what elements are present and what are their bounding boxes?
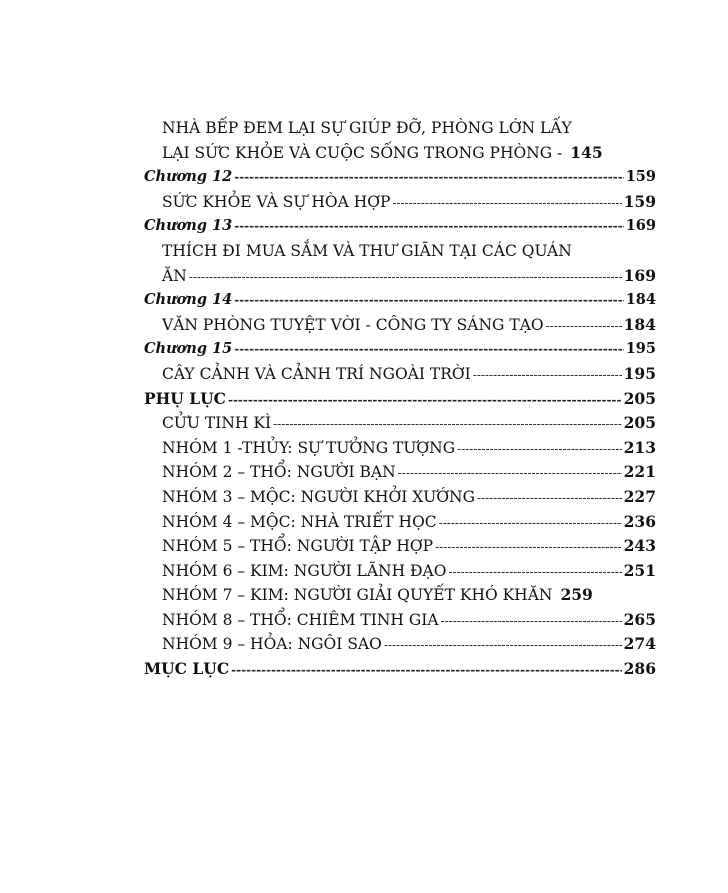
toc-entry-page: 184 bbox=[625, 291, 656, 309]
toc-entry-label: NHÓM 7 – KIM: NGƯỜI GIẢI QUYẾT KHÓ KHĂN bbox=[162, 586, 553, 605]
toc-entry bbox=[144, 534, 656, 559]
toc-entry bbox=[144, 460, 656, 485]
toc-entry-label: NHÓM 8 – THỔ: CHIÊM TINH GIA bbox=[162, 610, 439, 629]
toc-entry-page: 145 bbox=[570, 142, 603, 162]
toc-entry-label: NHÓM 1 -THỦY: SỰ TƯỞNG TƯỢNG bbox=[162, 438, 456, 457]
toc-chapter-label: Chương 13 bbox=[144, 217, 233, 235]
dot-leader bbox=[234, 165, 624, 190]
toc-entry-label: NHÀ BẾP ĐEM LẠI SỰ GIÚP ĐỠ, PHÒNG LỚN LẤY bbox=[162, 119, 572, 137]
toc-entry-label: NHÓM 6 – KIM: NGƯỜI LÃNH ĐẠO bbox=[162, 561, 447, 580]
toc-entry bbox=[144, 239, 656, 264]
toc-entry-page: 169 bbox=[625, 217, 656, 235]
dot-leader bbox=[234, 288, 624, 313]
toc-entry bbox=[144, 559, 656, 584]
toc-entry-page: 259 bbox=[560, 585, 593, 605]
dot-leader bbox=[546, 314, 622, 339]
table-of-contents bbox=[144, 116, 656, 682]
toc-entry-page: 205 bbox=[623, 388, 656, 408]
toc-entry-label: NHÓM 3 – MỘC: NGƯỜI KHỞI XƯỚNG bbox=[162, 487, 476, 506]
toc-entry-label: NHÓM 9 – HỎA: NGÔI SAO bbox=[162, 635, 382, 654]
toc-entry bbox=[144, 264, 656, 289]
toc-chapter bbox=[144, 214, 656, 239]
toc-entry bbox=[144, 190, 656, 215]
toc-section bbox=[144, 657, 656, 682]
toc-entry-page: 274 bbox=[623, 634, 656, 654]
toc-chapter bbox=[144, 288, 656, 313]
dot-leader bbox=[457, 437, 622, 462]
toc-chapter bbox=[144, 165, 656, 190]
toc-entry-label: NHÓM 4 – MỘC: NHÀ TRIẾT HỌC bbox=[162, 512, 437, 531]
dot-leader bbox=[392, 191, 621, 216]
dot-leader bbox=[384, 633, 622, 658]
toc-entry-page: 227 bbox=[623, 486, 656, 506]
toc-entry-label: NHÓM 2 – THỔ: NGƯỜI BẠN bbox=[162, 463, 396, 482]
toc-entry-page: 243 bbox=[623, 536, 656, 556]
dot-leader bbox=[439, 511, 622, 536]
toc-entry bbox=[144, 632, 656, 657]
toc-entry bbox=[144, 583, 656, 608]
toc-section bbox=[144, 387, 656, 412]
dot-leader bbox=[234, 214, 624, 239]
toc-entry bbox=[144, 313, 656, 338]
toc-section-label: MỤC LỤC bbox=[144, 659, 230, 679]
dot-leader bbox=[448, 560, 621, 585]
toc-entry-page: 236 bbox=[623, 511, 656, 531]
toc-entry-page: 195 bbox=[623, 363, 656, 383]
toc-section-label: PHỤ LỤC bbox=[144, 388, 226, 408]
dot-leader bbox=[231, 658, 621, 683]
toc-entry-page: 251 bbox=[623, 560, 656, 580]
toc-entry-page: 205 bbox=[623, 413, 656, 433]
toc-entry bbox=[144, 141, 656, 166]
toc-entry-label: NHÓM 5 – THỔ: NGƯỜI TẬP HỢP bbox=[162, 537, 434, 556]
toc-entry-page: 169 bbox=[623, 265, 656, 285]
dot-leader bbox=[228, 388, 622, 413]
toc-entry-label: LẠI SỨC KHỎE VÀ CUỘC SỐNG TRONG PHÒNG - bbox=[162, 143, 563, 162]
toc-entry-label: SỨC KHỎE VÀ SỰ HÒA HỢP bbox=[162, 192, 391, 211]
toc-entry bbox=[144, 411, 656, 436]
toc-entry bbox=[144, 116, 656, 141]
toc-entry bbox=[144, 362, 656, 387]
toc-chapter-label: Chương 14 bbox=[144, 291, 233, 309]
toc-entry-label: THÍCH ĐI MUA SẮM VÀ THƯ GIÃN TẠI CÁC QUÁN bbox=[162, 241, 572, 260]
toc-entry bbox=[144, 510, 656, 535]
toc-entry-page: 221 bbox=[623, 462, 656, 482]
dot-leader bbox=[477, 486, 622, 511]
toc-entry-label: CỬU TINH KÌ bbox=[162, 414, 272, 433]
toc-entry bbox=[144, 608, 656, 633]
toc-entry-label: VĂN PHÒNG TUYỆT VỜI - CÔNG TY SÁNG TẠO bbox=[162, 315, 544, 334]
toc-chapter-label: Chương 12 bbox=[144, 168, 233, 186]
dot-leader bbox=[273, 412, 622, 437]
toc-entry bbox=[144, 436, 656, 461]
toc-entry-page: 195 bbox=[625, 340, 656, 358]
dot-leader bbox=[398, 461, 622, 486]
toc-entry bbox=[144, 485, 656, 510]
dot-leader bbox=[189, 265, 622, 290]
dot-leader bbox=[234, 337, 624, 362]
toc-entry-page: 159 bbox=[623, 191, 656, 211]
toc-entry-label: CÂY CẢNH VÀ CẢNH TRÍ NGOÀI TRỜI bbox=[162, 364, 471, 383]
toc-entry-page: 184 bbox=[623, 314, 656, 334]
toc-entry-page: 159 bbox=[625, 168, 656, 186]
toc-chapter bbox=[144, 337, 656, 362]
dot-leader bbox=[435, 535, 622, 560]
toc-entry-page: 265 bbox=[623, 609, 656, 629]
dot-leader bbox=[473, 363, 622, 388]
toc-entry-page: 213 bbox=[623, 437, 656, 457]
toc-entry-label: ĂN bbox=[162, 266, 187, 285]
dot-leader bbox=[441, 609, 622, 634]
toc-chapter-label: Chương 15 bbox=[144, 340, 233, 358]
toc-entry-page: 286 bbox=[623, 659, 656, 679]
